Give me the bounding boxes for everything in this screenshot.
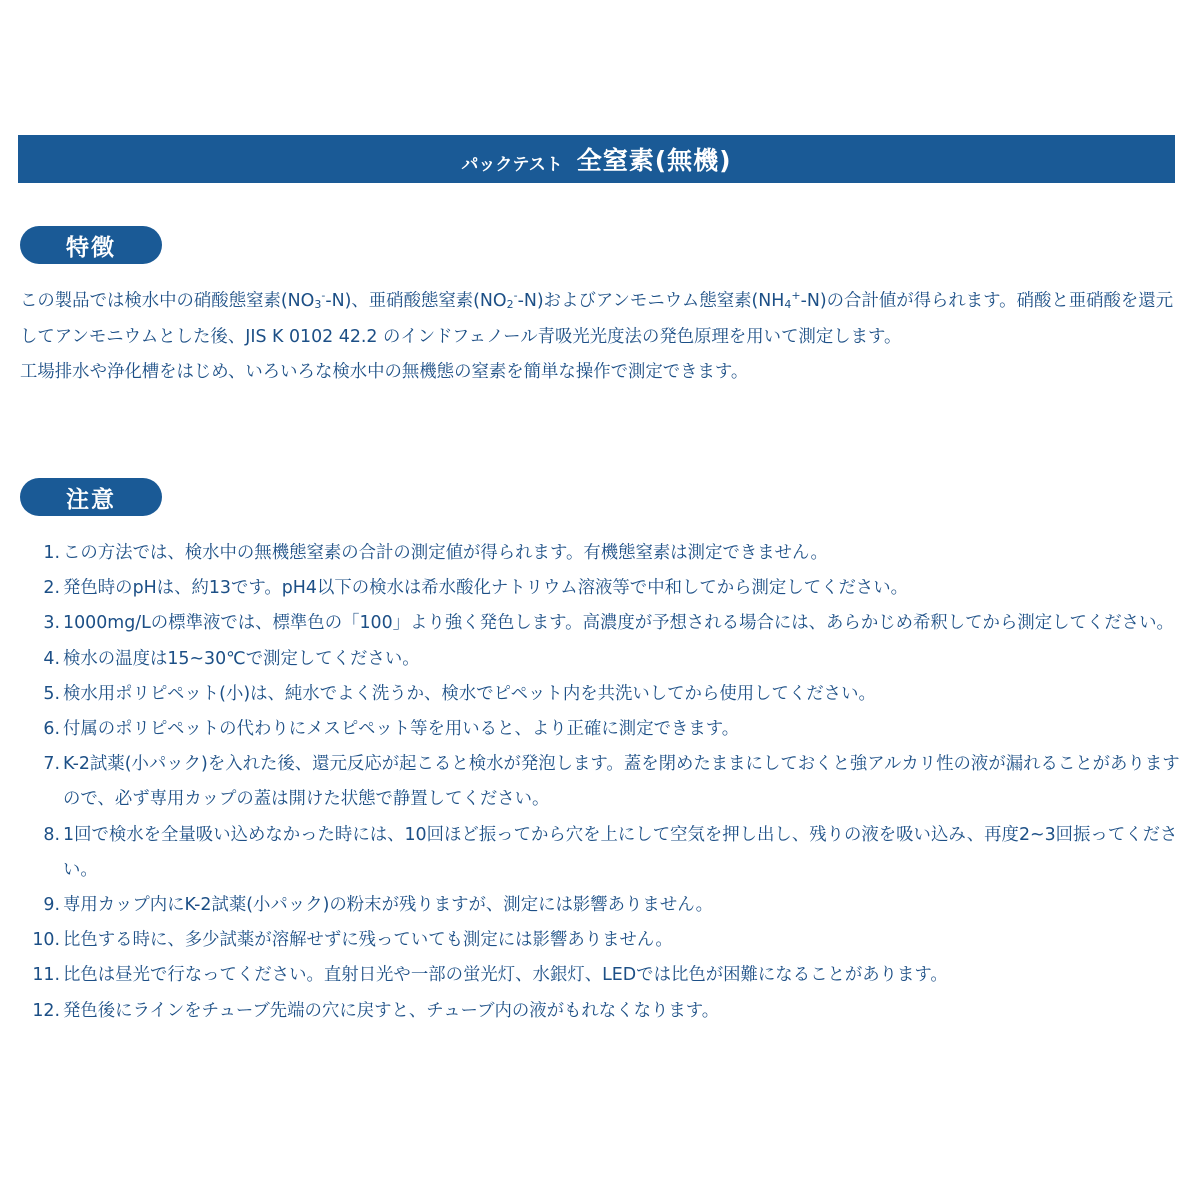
item-number: 8. bbox=[43, 824, 60, 845]
item-number: 7. bbox=[43, 754, 60, 775]
item-text: 1000mg/Lの標準液では、標準色の「100」より強く発色します。高濃度が予想される場合には、あらかじめ希釈してから測定してください。 bbox=[63, 613, 1174, 634]
list-item bbox=[20, 571, 1182, 606]
item-text: 発色時のpHは、約13です。pH4以下の検水は希水酸化ナトリウム溶液等で中和してから測定してください。 bbox=[63, 578, 909, 599]
item-number: 1. bbox=[43, 543, 60, 563]
item-text: 1回で検水を全量吸い込めなかった時には、10回ほど振ってから穴を上にして空気を押し出し、残りの液を吸い込み、再度2~3回振ってください。 bbox=[63, 824, 1178, 880]
item-number: 12. bbox=[32, 1000, 60, 1021]
list-item bbox=[20, 536, 1182, 571]
list-item bbox=[20, 606, 1182, 641]
item-number: 6. bbox=[43, 719, 60, 740]
item-number: 4. bbox=[43, 648, 60, 669]
item-text: 比色は昼光で行なってください。直射日光や一部の蛍光灯、水銀灯、LEDでは比色が困難になることがあります。 bbox=[63, 965, 948, 986]
item-text: 比色する時に、多少試薬が溶解せずに残っていても測定には影響ありません。 bbox=[63, 930, 673, 951]
product-line-label: パックテスト bbox=[461, 154, 563, 175]
list-item bbox=[20, 818, 1182, 888]
list-item bbox=[20, 712, 1182, 747]
features-body bbox=[20, 284, 1182, 391]
list-item bbox=[20, 677, 1182, 712]
features-paragraph-2: 工場排水や浄化槽をはじめ、いろいろな検水中の無機態の窒素を簡単な操作で測定できます。 bbox=[20, 362, 749, 382]
item-text: 発色後にラインをチューブ先端の穴に戻すと、チューブ内の液がもれなくなります。 bbox=[63, 1000, 720, 1021]
item-number: 9. bbox=[43, 895, 60, 916]
cautions-heading: 注意 bbox=[20, 478, 162, 516]
item-number: 3. bbox=[43, 613, 60, 634]
page-title: 全窒素(無機) bbox=[576, 146, 732, 175]
item-number: 5. bbox=[43, 683, 60, 704]
item-number: 10. bbox=[32, 930, 60, 951]
title-banner bbox=[18, 135, 1175, 183]
item-text: 専用カップ内にK-2試薬(小パック)の粉末が残りますが、測定には影響ありません。 bbox=[63, 895, 714, 916]
cautions-list bbox=[20, 536, 1182, 1029]
item-text: K-2試薬(小パック)を入れた後、還元反応が起こると検水が発泡します。蓋を閉めたままにしておくと強アルカリ性の液が漏れることがありますので、必ず専用カップの蓋は開けた状態で静置してください。 bbox=[63, 754, 1180, 810]
item-text: この方法では、検水中の無機態窒素の合計の測定値が得られます。有機態窒素は測定できません。 bbox=[63, 543, 828, 563]
item-text: 検水の温度は15~30℃で測定してください。 bbox=[63, 648, 420, 669]
list-item bbox=[20, 958, 1182, 993]
list-item bbox=[20, 642, 1182, 677]
features-heading: 特徴 bbox=[20, 226, 162, 264]
list-item bbox=[20, 923, 1182, 958]
item-text: 付属のポリピペットの代わりにメスピペット等を用いると、より正確に測定できます。 bbox=[63, 719, 740, 740]
list-item bbox=[20, 747, 1182, 817]
list-item bbox=[20, 994, 1182, 1029]
item-number: 11. bbox=[32, 965, 60, 986]
list-item bbox=[20, 888, 1182, 923]
features-paragraph-1: この製品では検水中の硝酸態窒素$(NO_3^--N)$、亜硝酸態窒素$(NO_2^--N)$およびアンモニウム態窒素$(NH_4^+-N)$の合計値が得られます。硝酸と亜硝酸を還元してアンモニウムとした後、JIS K 0102 42.2 のインドフェノール青吸光光度法の発色原理を用いて測定します。 bbox=[20, 289, 1174, 347]
item-number: 2. bbox=[43, 578, 60, 599]
item-text: 検水用ポリピペット(小)は、純水でよく洗うか、検水でピペット内を共洗いしてから使用してください。 bbox=[63, 683, 876, 704]
